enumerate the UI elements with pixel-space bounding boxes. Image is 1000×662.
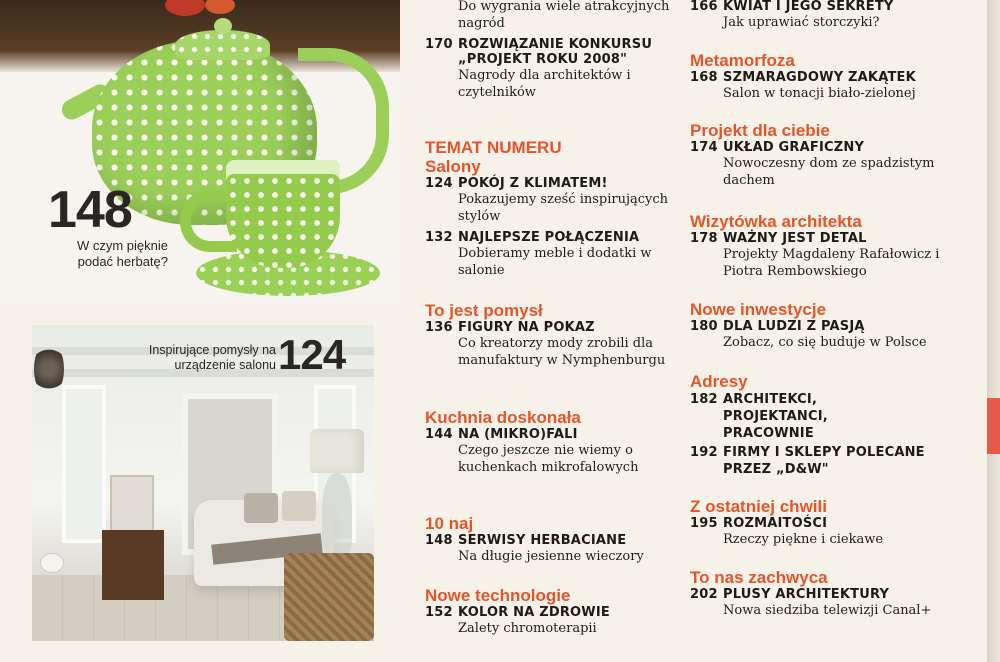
toc-entry[interactable] <box>425 37 687 101</box>
entry-page-number: 132 <box>425 230 453 245</box>
entry-title: FIRMY I SKLEPY POLECANE PRZEZ „D&W" <box>723 445 925 477</box>
entry-title: POKÓJ Z KLIMATEM! <box>458 176 608 191</box>
wicker-basket <box>284 553 374 641</box>
entry-title: ROZWIĄZANIE KONKURSU „PROJEKT ROKU 2008" <box>458 37 653 67</box>
entry-description: Czego jeszcze nie wiemy o kuchenkach mikrofalowych <box>458 443 639 475</box>
toc-entry[interactable] <box>690 231 980 280</box>
toc-section-to-jest-pomysl <box>425 301 687 369</box>
toc-section-zachwyca <box>690 568 980 619</box>
entry-title: NA (MIKRO)FALI <box>458 427 578 442</box>
entry-page-number: 174 <box>690 140 718 155</box>
bowl <box>40 553 64 573</box>
entry-description: Jak uprawiać storczyki? <box>723 15 880 30</box>
entry-title: ARCHITEKCI, PROJEKTANCI, PRACOWNIE <box>723 392 828 441</box>
toc-section-kuchnia <box>425 408 687 476</box>
section-title: Adresy <box>690 372 748 391</box>
entry-page-number: 180 <box>690 319 718 334</box>
teapot-lid <box>175 30 270 60</box>
page-edge-accent <box>987 398 1000 454</box>
entry-page-number: 192 <box>690 445 718 460</box>
toc-entry[interactable] <box>425 605 687 637</box>
entry-description: Zobacz, co się buduje w Polsce <box>723 335 927 350</box>
toc-entry[interactable] <box>690 0 980 31</box>
cushion <box>244 493 278 523</box>
entry-title: ROZMAITOŚCI <box>723 516 828 531</box>
entry-title: SERWISY HERBACIANE <box>458 533 627 548</box>
entry-page-number: 182 <box>690 392 718 407</box>
section-title: Nowe technologie <box>425 586 571 605</box>
entry-page-number: 124 <box>425 176 453 191</box>
entry-description: Do wygrania wiele atrakcyjnych nagród <box>458 0 670 31</box>
section-title: Wizytówka architekta <box>690 212 862 231</box>
toc-entry[interactable] <box>690 516 980 548</box>
toc-section-metamorfoza <box>690 51 980 102</box>
entry-description: Nowa siedziba telewizji Canal+ <box>723 603 932 618</box>
entry-description: Dobieramy meble i dodatki w salonie <box>458 246 652 278</box>
feature-page-number: 148 <box>48 181 132 239</box>
toc-entry[interactable] <box>690 391 980 442</box>
toc-entry[interactable] <box>690 319 980 351</box>
living-room-photo <box>32 325 374 641</box>
entry-page-number: 195 <box>690 516 718 531</box>
section-title: Kuchnia doskonała <box>425 408 581 427</box>
entry-description: Nowoczesny dom ze spadzistym dachem <box>723 156 935 188</box>
entry-description: Na długie jesienne wieczory <box>458 549 644 564</box>
feature-caption: W czym pięknie podać herbatę? <box>76 238 168 269</box>
section-title: Metamorfoza <box>690 51 795 70</box>
entry-page-number: 152 <box>425 605 453 620</box>
window <box>62 385 106 543</box>
entry-page-number: 170 <box>425 37 453 52</box>
entry-title: DLA LUDZI Z PASJĄ <box>723 319 865 334</box>
toc-entry[interactable] <box>690 587 980 619</box>
entry-description: Rzeczy piękne i ciekawe <box>723 532 884 547</box>
section-title: To jest pomysł <box>425 301 543 320</box>
entry-page-number: 144 <box>425 427 453 442</box>
entry-description: Zalety chromoterapii <box>458 621 597 636</box>
entry-page-number: 166 <box>690 0 718 14</box>
toc-section-wizytowka <box>690 212 980 280</box>
toc-section-ostatnia-chwila <box>690 497 980 548</box>
entry-description: Pokazujemy sześć inspirujących stylów <box>458 192 669 224</box>
toc-section-inwestycje <box>690 300 980 351</box>
toc-section-nowe-technologie <box>425 586 687 637</box>
entry-title: NAJLEPSZE POŁĄCZENIA <box>458 230 640 245</box>
section-title: Projekt dla ciebie <box>690 121 830 140</box>
lamp-base <box>322 473 352 555</box>
section-title: TEMAT NUMERU <box>425 138 562 157</box>
toc-section-adresy <box>690 372 980 478</box>
toc-section-10-naj <box>425 514 687 565</box>
toc-entry[interactable] <box>425 533 687 565</box>
entry-page-number: 168 <box>690 70 718 85</box>
entry-title: KWIAT I JEGO SEKRETY <box>723 0 894 14</box>
entry-description: Projekty Magdaleny Rafałowicz i Piotra Rembowskiego <box>723 247 940 279</box>
entry-title: UKŁAD GRAFICZNY <box>723 140 865 155</box>
section-title: To nas zachwyca <box>690 568 828 587</box>
teapot-photo <box>0 0 400 305</box>
entry-description: Salon w tonacji biało-zielonej <box>723 86 916 101</box>
toc-entry[interactable] <box>425 320 687 369</box>
lamp-shade <box>310 429 364 473</box>
toc-entry[interactable] <box>690 70 980 102</box>
feature-caption: Inspirujące pomysły na urządzenie salonu <box>148 343 276 372</box>
entry-title: KOLOR NA ZDROWIE <box>458 605 610 620</box>
section-subtitle: Salony <box>425 157 481 176</box>
toc-section-projekt <box>690 121 980 189</box>
toc-entry[interactable] <box>425 427 687 476</box>
section-title: Z ostatniej chwili <box>690 497 827 516</box>
coffee-table <box>102 530 164 600</box>
entry-title: WAŻNY JEST DETAL <box>723 231 867 246</box>
toc-entry[interactable] <box>425 230 687 279</box>
entry-description: Nagrody dla architektów i czytelników <box>458 68 631 100</box>
toc-entry[interactable] <box>690 444 980 478</box>
entry-title: FIGURY NA POKAZ <box>458 320 595 335</box>
teapot-knob <box>214 18 232 34</box>
toc-entry[interactable] <box>425 176 687 225</box>
section-title: 10 naj <box>425 514 474 533</box>
section-title: Nowe inwestycje <box>690 300 827 319</box>
entry-description: Co kreatorzy mody zrobili dla manufaktury w Nymphenburgu <box>458 336 666 368</box>
entry-page-number: 136 <box>425 320 453 335</box>
feature-page-number: 124 <box>278 331 346 378</box>
entry-title: PLUSY ARCHITEKTURY <box>723 587 890 602</box>
toc-section-temat-numeru <box>425 138 687 279</box>
entry-page-number: 148 <box>425 533 453 548</box>
page-edge <box>987 0 1000 662</box>
entry-page-number: 178 <box>690 231 718 246</box>
wall-decoration <box>34 341 64 397</box>
toc-entry[interactable] <box>690 140 980 189</box>
cushion <box>282 491 316 521</box>
teacup <box>226 160 340 268</box>
entry-page-number: 202 <box>690 587 718 602</box>
entry-title: SZMARAGDOWY ZAKĄTEK <box>723 70 916 85</box>
toc-entry <box>425 0 687 32</box>
